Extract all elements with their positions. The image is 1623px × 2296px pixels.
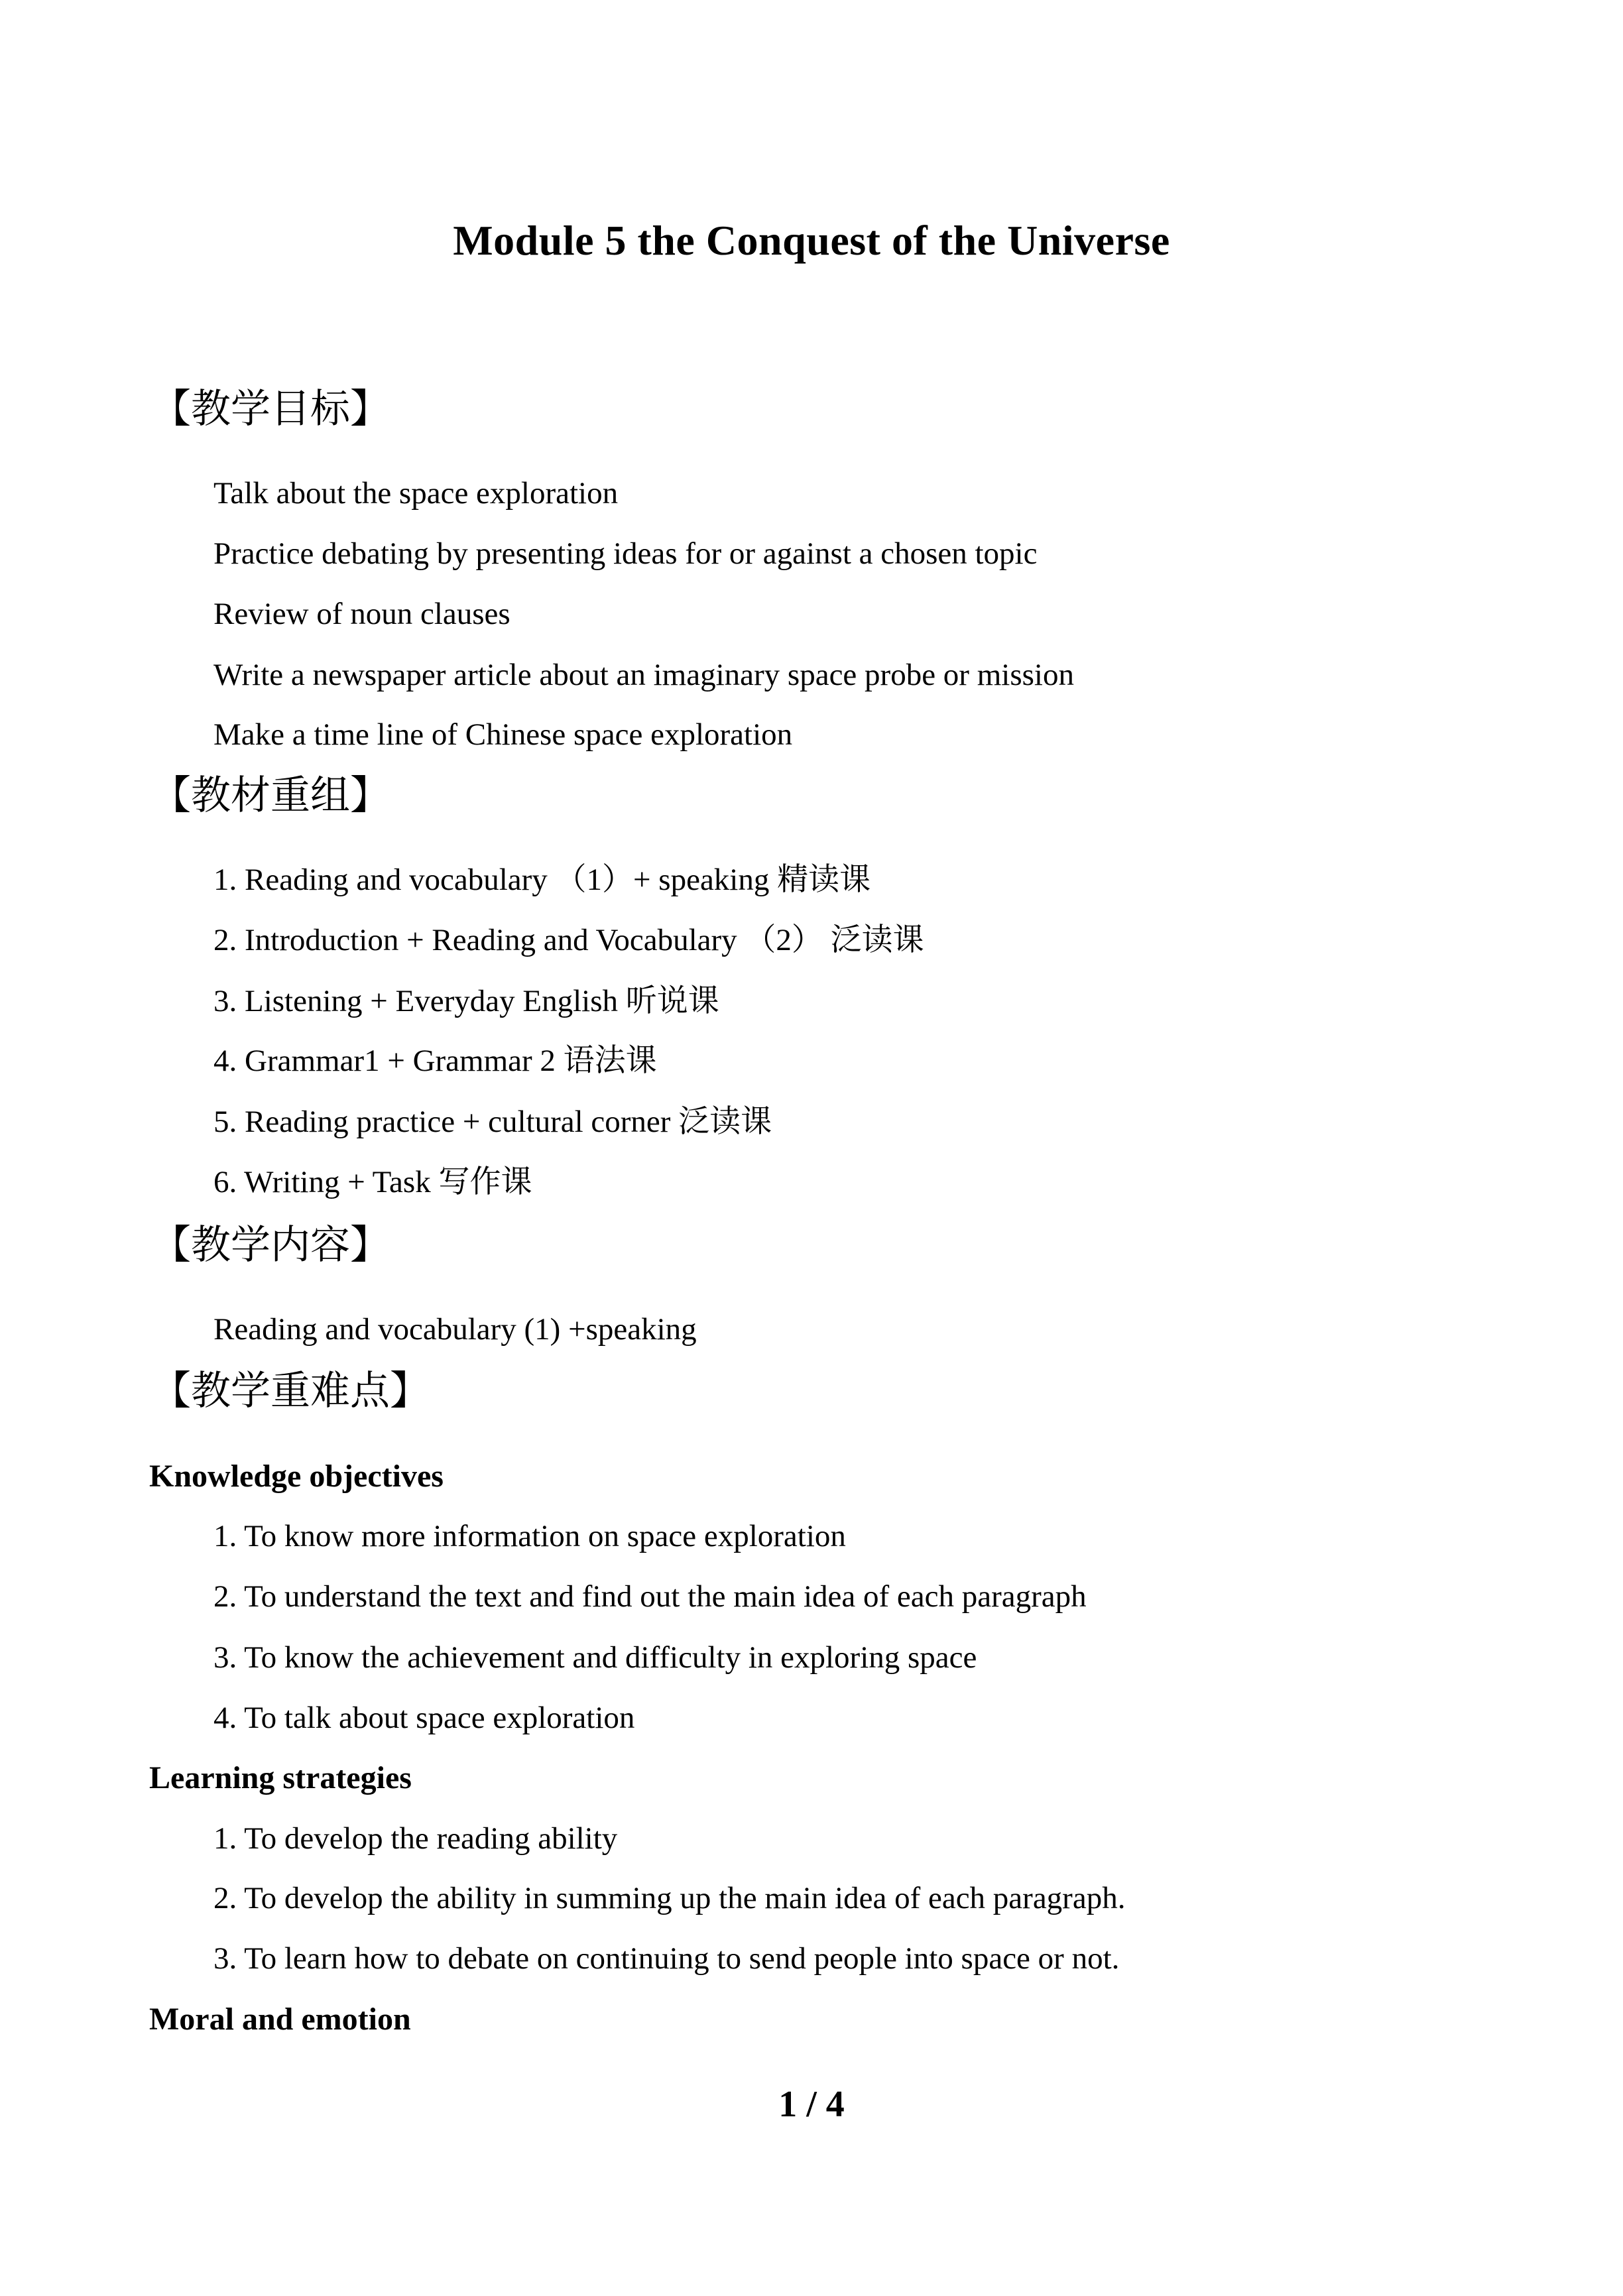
restructure-item: 1. Reading and vocabulary （1）+ speaking 精读课: [213, 863, 871, 897]
objective-item: Make a time line of Chinese space exploration: [213, 717, 793, 752]
objective-item: Review of noun clauses: [213, 597, 511, 631]
objective-item: Practice debating by presenting ideas for or against a chosen topic: [213, 536, 1038, 571]
section-heading-objectives: 【教学目标】: [151, 386, 390, 432]
objective-item: Write a newspaper article about an imaginary space probe or mission: [213, 658, 1074, 692]
restructure-item: 6. Writing + Task 写作课: [213, 1165, 532, 1199]
strategy-item: 2. To develop the ability in summing up the main idea of each paragraph.: [213, 1881, 1126, 1915]
restructure-item: 5. Reading practice + cultural corner 泛读课: [213, 1105, 772, 1139]
restructure-item: 4. Grammar1 + Grammar 2 语法课: [213, 1044, 657, 1078]
section-heading-restructure: 【教材重组】: [151, 772, 390, 819]
moral-emotion-label: Moral and emotion: [149, 2002, 411, 2037]
knowledge-item: 4. To talk about space exploration: [213, 1701, 635, 1735]
content-item: Reading and vocabulary (1) +speaking: [213, 1312, 697, 1347]
strategy-item: 3. To learn how to debate on continuing to send people into space or not.: [213, 1941, 1120, 1976]
knowledge-item: 2. To understand the text and find out the main idea of each paragraph: [213, 1579, 1087, 1614]
knowledge-item: 3. To know the achievement and difficulty in exploring space: [213, 1640, 977, 1675]
page-number: 1 / 4: [778, 2084, 845, 2125]
page-title: Module 5 the Conquest of the Universe: [453, 217, 1170, 264]
section-heading-key-points: 【教学重难点】: [151, 1368, 430, 1414]
knowledge-item: 1. To know more information on space exploration: [213, 1519, 846, 1553]
learning-strategies-label: Learning strategies: [149, 1760, 412, 1795]
restructure-item: 2. Introduction + Reading and Vocabulary （2） 泛读课: [213, 923, 924, 957]
objective-item: Talk about the space exploration: [213, 476, 619, 511]
strategy-item: 1. To develop the reading ability: [213, 1821, 618, 1856]
restructure-item: 3. Listening + Everyday English 听说课: [213, 984, 719, 1018]
knowledge-objectives-label: Knowledge objectives: [149, 1459, 444, 1494]
section-heading-content: 【教学内容】: [151, 1222, 390, 1268]
